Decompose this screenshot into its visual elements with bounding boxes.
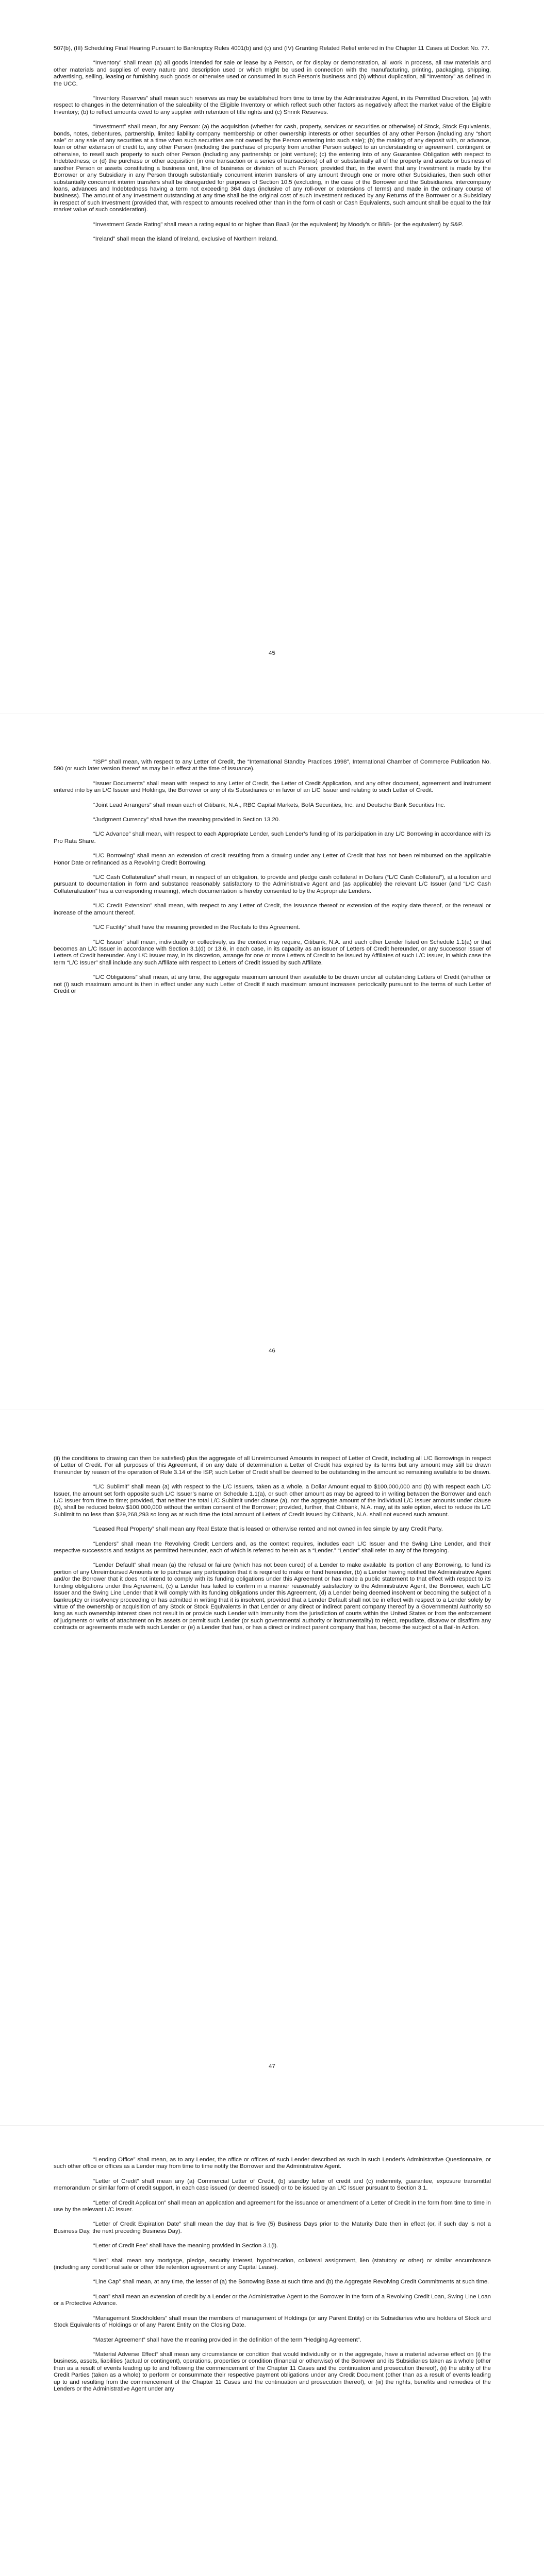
definition-lc-cash-collateralize: “L/C Cash Collateralize” shall mean, in respect of an obligation, to provide and pledge cash collateral in Dollars (“L/C Cash Collateral”), at a location and pursuant to documentation in form and substance reasonably satisfactory to the Administrative Agent and (as applicable) the relevant L/C Issuer (and “L/C Cash Collateralization” has a corresponding meaning), which documentation is hereby consented to by the Appropriate Lenders. [54,874,491,894]
definition-leased-real-property: “Leased Real Property” shall mean any Real Estate that is leased or otherwise rented and not owned in fee simple by any Credit Party. [93,1526,443,1533]
definition-master-agreement: “Master Agreement” shall have the meaning provided in the definition of the term “Hedging Agreement”. [93,2336,361,2343]
page-number: 45 [269,650,275,656]
definition-inventory: “Inventory” shall mean (a) all goods intended for sale or lease by a Person, or for display or demonstration, all work in process, all raw materials and other materials and supplies of every nature and description used or which might be used in connection with the manufacturing, printing, packaging, shipping, advertising, selling, leasing or furnishing such goods or otherwise used or consumed in such Person’s business and (b) without duplication, all “Inventory” as defined in the UCC. [54,60,491,87]
definition-letter-of-credit-application: “Letter of Credit Application” shall mean an application and agreement for the issuance or amendment of a Letter of Credit in the form from time to time in use by the relevant L/C Issuer. [54,2199,491,2213]
definition-letter-of-credit-fee: “Letter of Credit Fee” shall have the meaning provided in Section 3.1(i). [93,2243,278,2249]
definition-inventory-reserves: “Inventory Reserves” shall mean such reserves as may be established from time to time by the Administrative Agent, in its Permitted Discretion, (a) with respect to changes in the determination of the saleability of the Eligible Inventory or which reflect such other factors as negatively affect the market value of the Eligible Inventory; (b) to reflect amounts owed to any supplier with retention of title rights and (c) Shrink Reserves. [54,95,491,115]
definition-material-adverse-effect: “Material Adverse Effect” shall mean any circumstance or condition that would individually or in the aggregate, have a material adverse effect on (i) the business, assets, liabilities (actual or contingent), operations, properties or condition (financial or otherwise) of the Borrower and its Subsidiaries taken as a whole (other than as a result of events leading up to and following the commencement of the Chapter 11 Cases and the continuation and prosecution thereof), (ii) the ability of the Credit Parties (taken as a whole) to perform or consummate their respective payment obligations under any Credit Document (other than as a result of events leading up to and resulting from the commencement of the Chapter 11 Cases and the continuation and prosecution thereof), or (iii) the rights, benefits and remedies of the Lenders or the Administrative Agent under any [54,2351,491,2392]
definition-isp: “ISP” shall mean, with respect to any Letter of Credit, the “International Standby Practices 1998”, International Chamber of Commerce Publication No. 590 (or such later version thereof as may be in effect at the time of issuance). [54,759,491,772]
definition-joint-lead-arrangers: “Joint Lead Arrangers” shall mean each of Citibank, N.A., RBC Capital Markets, BofA Securities, Inc. and Deutsche Bank Securities Inc. [93,802,446,808]
definition-investment: “Investment” shall mean, for any Person: (a) the acquisition (whether for cash, property, services or securities or otherwise) of Stock, Stock Equivalents, bonds, notes, debentures, partnership, limited liability company membership or other ownership interests or other securities of any other Person (including any “short sale” or any sale of any securities at a time when such securities are not owned by the Person entering into such sale); (b) the making of any deposit with, or advance, loan or other extension of credit to, any other Person (including the purchase of property from another Person subject to an understanding or agreement, contingent or otherwise, to resell such property to such other Person (including any partnership or joint venture); (c) the entering into of any Guarantee Obligation with respect to Indebtedness; or (d) the purchase or other acquisition (in one transaction or a series of transactions) of all or substantially all of the property and assets or business of another Person or assets constituting a business unit, line of business or division of such Person; provided that, in the event that any Investment is made by the Borrower or any Subsidiary in any Person through substantially concurrent interim transfers of any amount through one or more other Subsidiaries, then such other substantially concurrent interim transfers shall be disregarded for purposes of Section 10.5 (excluding, in the case of the Borrower and the Subsidiaries, intercompany loans, advances and Indebtedness having a term not exceeding 364 days (inclusive of any roll-over or extensions of terms) and made in the ordinary course of business). The amount of any Investment outstanding at any time shall be the original cost of such Investment reduced by any Returns of the Borrower or a Subsidiary in respect of such Investment (provided that, with respect to amounts received other than in the form of cash or Cash Equivalents, such amount shall be equal to the fair market value of such consideration). [54,124,491,213]
paragraph: 507(b), (III) Scheduling Final Hearing Pursuant to Bankruptcy Rules 4001(b) and (c) and (IV) Granting Related Relief entered in the Chapter 11 Cases at Docket No. 77. [54,45,490,52]
definition-lc-obligations: “L/C Obligations” shall mean, at any time, the aggregate maximum amount then available to be drawn under all outstanding Letters of Credit (whether or not (i) such maximum amount is then in effect under any such Letter of Credit if such maximum amount increases periodically pursuant to the terms of such Letter of Credit or [54,974,491,994]
definition-lc-advance: “L/C Advance” shall mean, with respect to each Appropriate Lender, such Lender’s funding of its participation in any L/C Borrowing in accordance with its Pro Rata Share. [54,831,491,844]
definition-letter-of-credit: “Letter of Credit” shall mean any (a) Commercial Letter of Credit, (b) standby letter of credit and (c) indemnity, guarantee, exposure transmittal memorandum or similar form of credit support, in each case issued (or deemed issued) or to be issued by an L/C Issuer pursuant to Section 3.1. [54,2178,491,2192]
page-45-body [54,45,491,250]
definition-lc-issuer: “L/C Issuer” shall mean, individually or collectively, as the context may require, Citibank, N.A. and each other Lender listed on Schedule 1.1(a) or that becomes an L/C Issuer in accordance with Section 3.1(d) or 13.6, in each case, in its capacity as an issuer of Letters of Credit hereunder, or any successor issuer of Letters of Credit hereunder. Any L/C Issuer may, in its discretion, arrange for one or more Letters of Credit to be issued by Affiliates of such L/C Issuer, in which case the term “L/C Issuer” shall include any such Affiliate with respect to Letters of Credit issued by such Affiliate. [54,939,491,966]
definition-lender-default: “Lender Default” shall mean (a) the refusal or failure (which has not been cured) of a Lender to make available its portion of any Borrowing, to fund its portion of any Unreimbursed Amounts or to purchase any participation that it is required to make or fund hereunder, (b) a Lender having notified the Administrative Agent and/or the Borrower that it does not intend to comply with its funding obligations under this Agreement or has made a public statement to that effect with respect to its funding obligations under this Agreement, (c) a Lender has failed to confirm in a manner reasonably satisfactory to the Administrative Agent, the Borrower, each L/C Issuer and the Swing Line Lender that it will comply with its funding obligations under this Agreement, (d) a Lender being deemed insolvent or becoming the subject of a bankruptcy or insolvency proceeding or has admitted in writing that it is insolvent, provided that a Lender Default shall not be in effect with respect to a Lender solely by virtue of the ownership or acquisition of any Stock or Stock Equivalents in that Lender or any direct or indirect parent company thereof by a Governmental Authority so long as such ownership interest does not result in or provide such Lender with immunity from the jurisdiction of courts within the United States or from the enforcement of judgments or writs of attachment on its assets or permit such Lender (or such governmental authority or instrumentality) to reject, repudiate, disavow or disaffirm any contracts or agreements made with such Lender or (e) a Lender that has, or has a direct or indirect parent company that has, become the subject of a Bail-In Action. [54,1562,491,1631]
page-number: 46 [269,1348,275,1354]
page-48-body [54,2157,491,2400]
page-number: 47 [269,2063,275,2070]
definition-lien: “Lien” shall mean any mortgage, pledge, security interest, hypothecation, collateral assignment, lien (statutory or other) or similar encumbrance (including any conditional sale or other title retention agreement or any Capital Lease). [54,2257,491,2271]
page-divider [0,2125,544,2126]
definition-lc-credit-extension: “L/C Credit Extension” shall mean, with respect to any Letter of Credit, the issuance thereof or extension of the expiry date thereof, or the renewal or increase of the amount thereof. [54,903,491,916]
definition-lending-office: “Lending Office” shall mean, as to any Lender, the office or offices of such Lender described as such in such Lender’s Administrative Questionnaire, or such other office or offices as a Lender may from time to time notify the Borrower and the Administrative Agent. [54,2157,491,2170]
definition-management-stockholders: “Management Stockholders” shall mean the members of management of Holdings (or any Parent Entity) or its Subsidiaries who are holders of Stock and Stock Equivalents of Holdings or of any Parent Entity on the Closing Date. [54,2315,491,2329]
definition-line-cap: “Line Cap” shall mean, at any time, the lesser of (a) the Borrowing Base at such time and (b) the Aggregate Revolving Credit Commitments at such time. [93,2279,489,2285]
page-47-body [54,1455,491,1639]
definition-lc-borrowing: “L/C Borrowing” shall mean an extension of credit resulting from a drawing under any Letter of Credit that has not been reimbursed on the applicable Honor Date or refinanced as a Revolving Credit Borrowing. [54,853,491,866]
definition-lc-facility: “L/C Facility” shall have the meaning provided in the Recitals to this Agreement. [93,924,300,931]
paragraph-continuation: (ii) the conditions to drawing can then be satisfied) plus the aggregate of all Unreimbursed Amounts in respect of Letter of Credit, including all L/C Borrowings in respect of Letter of Credit. For all purposes of this Agreement, if on any date of determination a Letter of Credit has expired by its terms but any amount may still be drawn thereunder by reason of the operation of Rule 3.14 of the ISP, such Letter of Credit shall be deemed to be outstanding in the amount so remaining available to be drawn. [54,1455,491,1476]
definition-loan: “Loan” shall mean an extension of credit by a Lender or the Administrative Agent to the Borrower in the form of a Revolving Credit Loan, Swing Line Loan or a Protective Advance. [54,2293,491,2307]
definition-lenders: “Lenders” shall mean the Revolving Credit Lenders and, as the context requires, includes each L/C Issuer and the Swing Line Lender, and their respective successors and assigns as permitted hereunder, each of which is referred to herein as a “Lender.” “Lender” shall refer to any of the foregoing. [54,1540,491,1554]
page-46-body [54,759,491,1003]
definition-investment-grade-rating: “Investment Grade Rating” shall mean a rating equal to or higher than Baa3 (or the equivalent) by Moody’s or BBB- (or the equivalent) by S&P. [93,221,463,228]
definition-issuer-documents: “Issuer Documents” shall mean with respect to any Letter of Credit, the Letter of Credit Application, and any other document, agreement and instrument entered into by an L/C Issuer and Holdings, the Borrower or any of its Subsidiaries or in favor of an L/C Issuer and relating to such Letter of Credit. [54,780,491,794]
definition-judgment-currency: “Judgment Currency” shall have the meaning provided in Section 13.20. [93,817,281,823]
definition-letter-of-credit-expiration-date: “Letter of Credit Expiration Date” shall mean the day that is five (5) Business Days prior to the Maturity Date then in effect (or, if such day is not a Business Day, the next preceding Business Day). [54,2221,491,2234]
definition-ireland: “Ireland” shall mean the island of Ireland, exclusive of Northern Ireland. [93,235,278,242]
definition-lc-sublimit: “L/C Sublimit” shall mean (a) with respect to the L/C Issuers, taken as a whole, a Dollar Amount equal to $100,000,000 and (b) with respect each L/C Issuer, the amount set forth opposite such L/C Issuer’s name on Schedule 1.1(a), or such other amount as may be agreed to in writing between the Borrower and each L/C Issuer from time to time; provided, that neither the total L/C Sublimit under clause (a), nor the aggregate amount of the individual L/C Issuer amounts under clause (b), shall be reduced below $100,000,000 without the written consent of the Borrower; provided, further, that Citibank, N.A. may, at its sole option, elect to reduce its L/C Sublimit to no less than $29,268,293 so long as at such time the total amount of Letters of Credit issued by Citibank, N.A. shall not exceed such amount. [54,1484,491,1518]
